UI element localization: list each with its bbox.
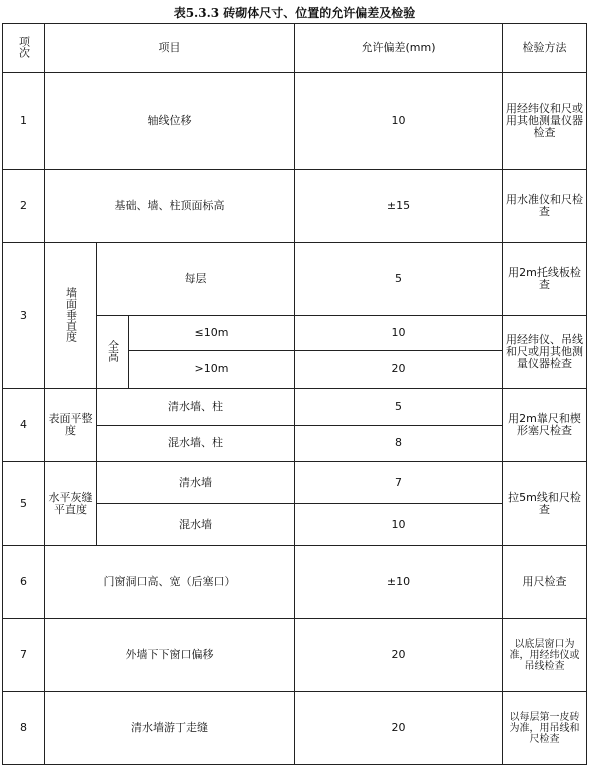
row-group: 墙面垂直度 bbox=[45, 243, 97, 389]
row-tolerance: ±15 bbox=[295, 170, 503, 243]
row-method: 用尺检查 bbox=[503, 546, 587, 619]
table-title: 表5.3.3 砖砌体尺寸、位置的允许偏差及检验 bbox=[173, 6, 416, 20]
row-no: 6 bbox=[3, 546, 45, 619]
row-method: 用经纬仪和尺或用其他测量仪器检查 bbox=[503, 73, 587, 170]
row-no: 7 bbox=[3, 619, 45, 692]
row-method: 用经纬仪、吊线和尺或用其他测量仪器检查 bbox=[503, 316, 587, 389]
row-subitem: 每层 bbox=[97, 243, 295, 316]
row-subitem: 混水墙 bbox=[97, 504, 295, 546]
row-group: 表面平整度 bbox=[45, 389, 97, 462]
row-tolerance: 5 bbox=[295, 243, 503, 316]
row-tolerance: ±10 bbox=[295, 546, 503, 619]
header-no: 项次 bbox=[3, 24, 45, 73]
row-no: 1 bbox=[3, 73, 45, 170]
row-method: 以每层第一皮砖为准，用吊线和尺检查 bbox=[503, 692, 587, 765]
table-row bbox=[3, 73, 587, 170]
table-header-row bbox=[3, 24, 587, 73]
row-tolerance: 20 bbox=[295, 350, 503, 388]
row-subitem: 清水墙、柱 bbox=[97, 389, 295, 426]
row-tolerance: 8 bbox=[295, 425, 503, 462]
row-tolerance: 7 bbox=[295, 462, 503, 504]
row-method: 拉5m线和尺检查 bbox=[503, 462, 587, 546]
row-no: 2 bbox=[3, 170, 45, 243]
header-method: 检验方法 bbox=[503, 24, 587, 73]
row-item: 门窗洞口高、宽（后塞口） bbox=[45, 546, 295, 619]
tolerance-table bbox=[2, 23, 587, 765]
row-tolerance: 10 bbox=[295, 316, 503, 351]
row-no: 4 bbox=[3, 389, 45, 462]
table-row bbox=[3, 546, 587, 619]
row-item: 外墙下下窗口偏移 bbox=[45, 619, 295, 692]
row-item: 基础、墙、柱顶面标高 bbox=[45, 170, 295, 243]
table-row bbox=[3, 389, 587, 426]
row-tolerance: 10 bbox=[295, 73, 503, 170]
row-no: 8 bbox=[3, 692, 45, 765]
row-tolerance: 10 bbox=[295, 504, 503, 546]
row-no: 3 bbox=[3, 243, 45, 389]
table-row bbox=[3, 170, 587, 243]
header-tolerance: 允许偏差(mm) bbox=[295, 24, 503, 73]
row-method: 用2m托线板检查 bbox=[503, 243, 587, 316]
table-row bbox=[3, 243, 587, 316]
table-row bbox=[3, 462, 587, 504]
row-tolerance: 20 bbox=[295, 692, 503, 765]
table-row bbox=[3, 619, 587, 692]
row-no: 5 bbox=[3, 462, 45, 546]
row-tolerance: 20 bbox=[295, 619, 503, 692]
row-method: 用2m靠尺和楔形塞尺检查 bbox=[503, 389, 587, 462]
row-subitem: ≤10m bbox=[129, 316, 295, 351]
row-subitem: 混水墙、柱 bbox=[97, 425, 295, 462]
row-item: 清水墙游丁走缝 bbox=[45, 692, 295, 765]
row-subitem: 清水墙 bbox=[97, 462, 295, 504]
row-group: 水平灰缝平直度 bbox=[45, 462, 97, 546]
row-method: 用水准仪和尺检查 bbox=[503, 170, 587, 243]
row-tolerance: 5 bbox=[295, 389, 503, 426]
row-item: 轴线位移 bbox=[45, 73, 295, 170]
header-item: 项目 bbox=[45, 24, 295, 73]
table-row bbox=[3, 692, 587, 765]
row-subitem: >10m bbox=[129, 350, 295, 388]
row-subgroup: 全高 bbox=[97, 316, 129, 389]
row-method: 以底层窗口为准，用经纬仪或吊线检查 bbox=[503, 619, 587, 692]
